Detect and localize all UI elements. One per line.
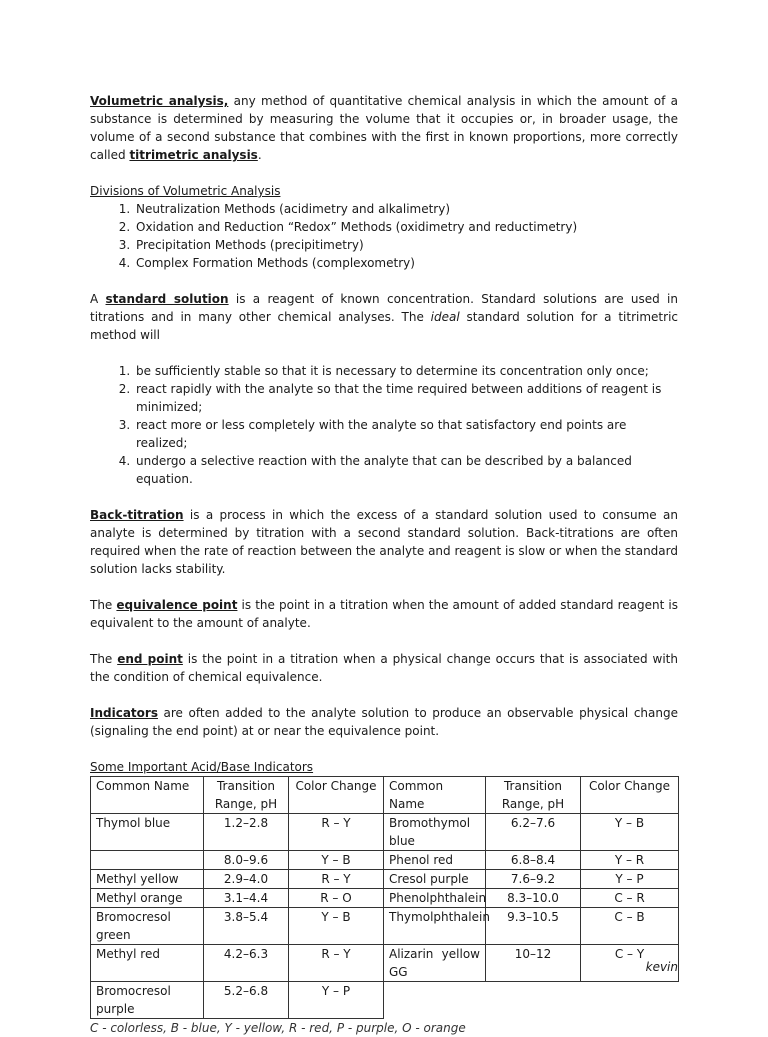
list-item: 3. react more or less completely with the analyte so that satisfactory end points are realized; xyxy=(134,416,678,452)
table-cell: R – O xyxy=(289,889,384,908)
standard-solution-paragraph xyxy=(90,290,678,344)
table-row xyxy=(91,889,679,908)
table-cell: 1.2–2.8 xyxy=(204,814,289,851)
table-cell: C – Y xyxy=(581,945,679,982)
table-cell: Bromocresol green xyxy=(91,908,204,945)
list-item: 4. undergo a selective reaction with the analyte that can be described by a balanced equation. xyxy=(134,452,678,488)
table-cell: 5.2–6.8 xyxy=(204,982,289,1019)
table-cell: 9.3–10.5 xyxy=(486,908,581,945)
table-row xyxy=(91,851,679,870)
column-header: Color Change xyxy=(581,777,679,814)
table-row xyxy=(91,982,679,1019)
paragraph-text: The xyxy=(90,598,117,612)
table-cell xyxy=(91,851,204,870)
equivalence-point-paragraph xyxy=(90,596,678,632)
table-cell: 10–12 xyxy=(486,945,581,982)
paragraph-end: . xyxy=(257,148,262,162)
table-cell: 2.9–4.0 xyxy=(204,870,289,889)
table-cell: Y – B xyxy=(289,908,384,945)
term-equivalence-point: equivalence point xyxy=(116,598,238,612)
table-cell: Y – B xyxy=(289,851,384,870)
table-cell: Alizarin yellow GG xyxy=(384,945,486,982)
list-item: 1. Neutralization Methods (acidimetry and alkalimetry) xyxy=(134,200,678,218)
table-row xyxy=(91,870,679,889)
paragraph-text: is the point in a titration when the amount of added standard reagent is equivalent to the amount of analyte. xyxy=(90,598,678,630)
table-cell: R – Y xyxy=(289,814,384,851)
list-item: 1. be sufficiently stable so that it is necessary to determine its concentration only once; xyxy=(134,362,678,380)
table-cell: Phenolphthalein xyxy=(384,889,486,908)
table-cell: Thymolphthalein xyxy=(384,908,486,945)
table-cell: C – R xyxy=(581,889,679,908)
table-cell: Cresol purple xyxy=(384,870,486,889)
paragraph-text: is the point in a titration when a physical change occurs that is associated with the condition of chemical equivalence. xyxy=(90,652,678,684)
paragraph-text: A xyxy=(90,292,106,306)
end-point-paragraph xyxy=(90,650,678,686)
table-cell: R – Y xyxy=(289,945,384,982)
table-cell: Methyl red xyxy=(91,945,204,982)
table-cell xyxy=(486,982,581,1019)
table-cell: 3.8–5.4 xyxy=(204,908,289,945)
ideal-solution-list xyxy=(90,362,678,488)
term-titrimetric-analysis: titrimetric analysis xyxy=(129,148,258,162)
table-cell: 8.0–9.6 xyxy=(204,851,289,870)
table-row xyxy=(91,908,679,945)
paragraph-text: is a process in which the excess of a standard solution used to consume an analyte is determined by titration with a second standard solution. Back-titrations are often required when the rate of reaction between the analyte and reagent is slow or when the standard solution lacks stability. xyxy=(90,508,678,576)
table-cell: Methyl yellow xyxy=(91,870,204,889)
document-body xyxy=(90,92,678,1037)
table-cell: Y – R xyxy=(581,851,679,870)
table-title: Some Important Acid/Base Indicators xyxy=(90,760,314,774)
table-cell: C – B xyxy=(581,908,679,945)
paragraph-text: is a reagent of known concentration. Standard solutions are used in titrations and in many other chemical analyses. The xyxy=(90,292,678,324)
term-back-titration: Back-titration xyxy=(90,508,184,522)
list-item: 4. Complex Formation Methods (complexometry) xyxy=(134,254,678,272)
column-header: Common Name xyxy=(91,777,204,814)
table-legend: C - colorless, B - blue, Y - yellow, R - red, P - purple, O - orange xyxy=(90,1021,466,1035)
table-cell: Bromocresol purple xyxy=(91,982,204,1019)
paragraph-text: standard solution for a titrimetric method will xyxy=(90,310,678,342)
table-body xyxy=(91,777,679,1019)
table-cell: Y – P xyxy=(581,870,679,889)
table-cell: Y – P xyxy=(289,982,384,1019)
ideal-word: ideal xyxy=(430,310,460,324)
volumetric-analysis-paragraph xyxy=(90,92,678,164)
table-cell: R – Y xyxy=(289,870,384,889)
table-cell xyxy=(384,982,486,1019)
column-header: Transition Range, pH xyxy=(204,777,289,814)
back-titration-paragraph xyxy=(90,506,678,578)
term-end-point: end point xyxy=(117,652,183,666)
paragraph-text: are often added to the analyte solution to produce an observable physical change (signaling the end point) at or near the equivalence point. xyxy=(90,706,678,738)
term-indicators: Indicators xyxy=(90,706,158,720)
table-cell: 4.2–6.3 xyxy=(204,945,289,982)
table-cell: Bromothymol blue xyxy=(384,814,486,851)
list-item: 2. Oxidation and Reduction “Redox” Methods (oxidimetry and reductimetry) xyxy=(134,218,678,236)
divisions-list xyxy=(90,200,678,272)
table-row xyxy=(91,945,679,982)
indicators-paragraph xyxy=(90,704,678,740)
table-cell: Thymol blue xyxy=(91,814,204,851)
table-header-row xyxy=(91,777,679,814)
table-cell xyxy=(581,982,679,1019)
table-cell: 6.8–8.4 xyxy=(486,851,581,870)
list-item: 2. react rapidly with the analyte so that the time required between additions of reagent is minimized; xyxy=(134,380,678,416)
term-standard-solution: standard solution xyxy=(105,292,229,306)
table-cell: 6.2–7.6 xyxy=(486,814,581,851)
table-cell: 8.3–10.0 xyxy=(486,889,581,908)
table-cell: 7.6–9.2 xyxy=(486,870,581,889)
indicators-table xyxy=(90,776,679,1019)
table-cell: Methyl orange xyxy=(91,889,204,908)
column-header: Common Name xyxy=(384,777,486,814)
paragraph-text: any method of quantitative chemical analysis in which the amount of a substance is determined by measuring the volume that it occupies or, in broader usage, the volume of a second substance that combines with the first in known proportions, more correctly called xyxy=(90,94,678,162)
list-item: 3. Precipitation Methods (precipitimetry) xyxy=(134,236,678,254)
table-cell: Y – B xyxy=(581,814,679,851)
column-header: Color Change xyxy=(289,777,384,814)
term-volumetric-analysis: Volumetric analysis, xyxy=(90,94,229,108)
table-cell: Phenol red xyxy=(384,851,486,870)
divisions-heading: Divisions of Volumetric Analysis xyxy=(90,184,281,198)
table-cell: 3.1–4.4 xyxy=(204,889,289,908)
column-header: Transition Range, pH xyxy=(486,777,581,814)
footer-author: kevin xyxy=(645,960,678,974)
paragraph-text: The xyxy=(90,652,118,666)
table-row xyxy=(91,814,679,851)
